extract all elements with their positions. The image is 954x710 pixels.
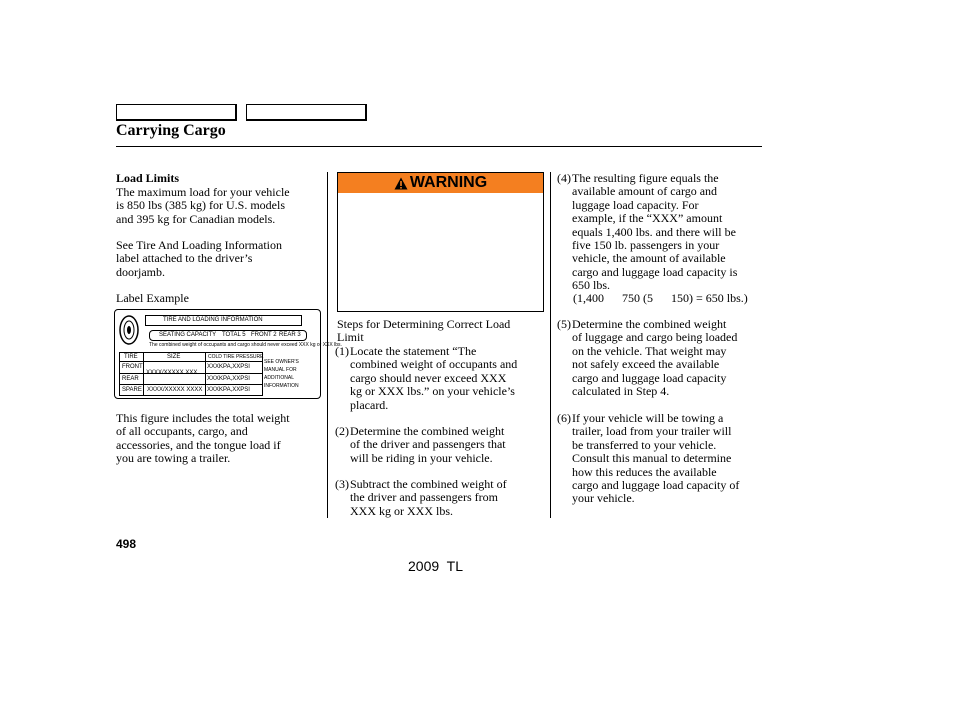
label-location-paragraph: See Tire And Loading Information label attached to the driver’s doorjamb.	[116, 238, 282, 279]
header-tab-1	[116, 104, 237, 121]
column-divider-2	[550, 172, 551, 518]
label-title: TIRE AND LOADING INFORMATION	[163, 317, 263, 323]
step-6: (6) If your vehicle will be towing a trailer, load from your trailer will be transferred to your vehicle. Consult this manual to determine how this reduces the available cargo and luggage load capacity of your vehicle.	[557, 411, 740, 506]
step-number: (2)	[335, 424, 349, 438]
size-column-header: SIZE	[167, 354, 181, 360]
warning-box	[337, 172, 544, 312]
tire-icon	[118, 314, 140, 346]
pressure-spare: XXXKPA,XXPSI	[207, 387, 250, 393]
tire-row-front: FRONT	[122, 364, 143, 370]
step-number: (3)	[335, 477, 349, 491]
page-title: Carrying Cargo	[116, 122, 226, 139]
step-number: (5)	[557, 317, 571, 331]
step-number: (1)	[335, 344, 349, 358]
tire-loading-label	[114, 309, 342, 399]
header-tab-2	[246, 104, 367, 121]
tire-size-spare: XXXX/XXXXX XXXX	[147, 387, 203, 393]
tire-column-header: TIRE	[124, 354, 138, 360]
combined-weight-statement: The combined weight of occupants and cargo should never exceed XXX kg or XXX lbs.	[149, 342, 342, 348]
label-example-caption: Label Example	[116, 291, 189, 305]
step-2: (2) Determine the combined weight of the driver and passengers that will be riding in your vehicle.	[335, 424, 506, 465]
pressure-front: XXXKPA,XXPSI	[207, 364, 250, 370]
seating-total: TOTAL 5	[222, 332, 246, 338]
tire-table-row-line	[119, 361, 262, 362]
seating-capacity-label: SEATING CAPACITY	[159, 332, 217, 338]
footer-model: 2009 TL	[408, 558, 464, 574]
step-number: (4)	[557, 171, 571, 185]
see-owners-manual-note: SEE OWNER'S MANUAL FOR ADDITIONAL INFORMATION	[264, 359, 299, 389]
step-4: (4) The resulting figure equals the available amount of cargo and luggage load capacity. For example, if the “XXX” amount equals 1,400 lbs. and there will be five 150 lb. passengers in your vehicle, the amount of available cargo and luggage load capacity is 650 lbs.	[557, 171, 738, 293]
step-1: (1) Locate the statement “The combined weight of occupants and cargo should never exceed XXX kg or XXX lbs.” on your vehicle’s placard.	[335, 344, 518, 412]
step-3: (3) Subtract the combined weight of the driver and passengers from XXX kg or XXX lbs.	[335, 477, 507, 518]
page-number: 498	[116, 537, 137, 551]
tire-row-rear: REAR	[122, 376, 139, 382]
pressure-rear: XXXKPA,XXPSI	[207, 376, 250, 382]
label-figure-paragraph: This figure includes the total weight of all occupants, cargo, and accessories, and the tongue load if you are towing a trailer.	[116, 411, 290, 466]
header-rule	[116, 146, 762, 147]
steps-heading: Steps for Determining Correct Load Limit	[337, 317, 511, 345]
pressure-column-header: COLD TIRE PRESSURE	[208, 354, 264, 360]
tire-size-main: XXXX/XXXXX XXX	[146, 370, 198, 376]
seating-front: FRONT 2	[251, 332, 277, 338]
warning-label: WARNING	[409, 174, 488, 191]
tire-table-row-line	[119, 384, 262, 385]
seating-rear: REAR 3	[279, 332, 301, 338]
step-5: (5) Determine the combined weight of luggage and cargo being loaded on the vehicle. That weight may not safely exceed the available cargo and luggage load capacity calculated in Step 4.	[557, 317, 738, 399]
load-limits-paragraph: The maximum load for your vehicle is 850 lbs (385 kg) for U.S. models and 395 kg for Canadian models.	[116, 185, 290, 226]
load-limits-heading: Load Limits	[116, 171, 180, 185]
tire-row-spare: SPARE	[122, 387, 142, 393]
load-formula: (1,400 750 (5 150) = 650 lbs.)	[573, 291, 748, 305]
step-number: (6)	[557, 411, 571, 425]
warning-triangle-icon	[394, 177, 408, 190]
warning-header	[338, 173, 543, 193]
